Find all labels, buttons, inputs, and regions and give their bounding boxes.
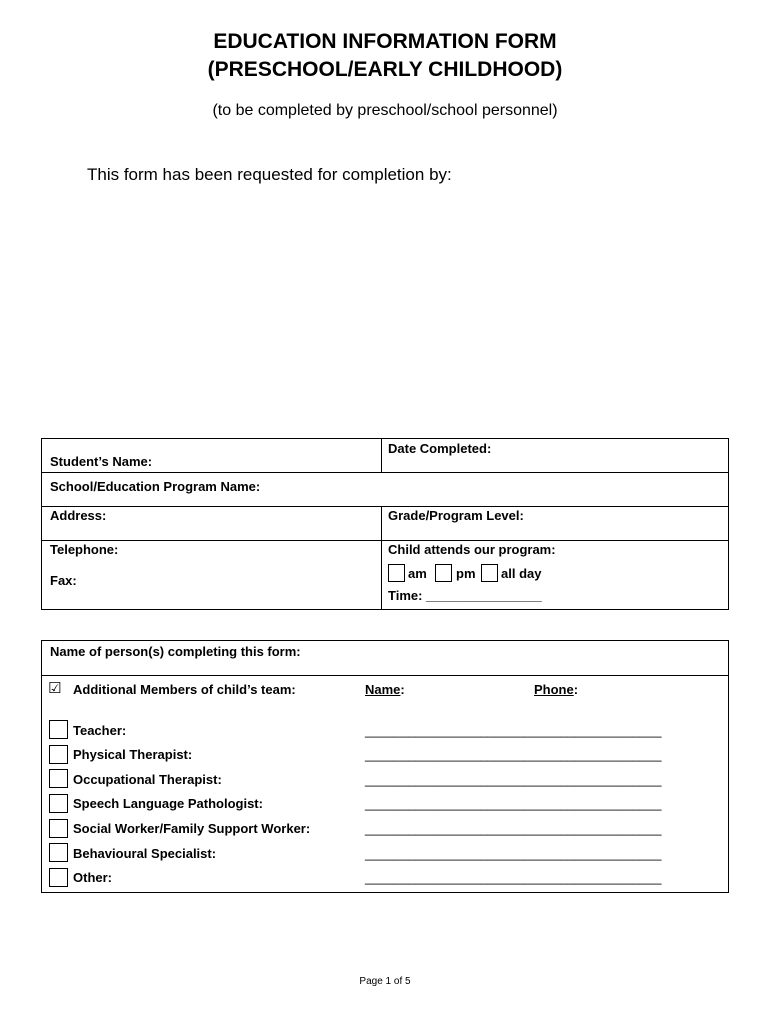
occupational-therapist-label: Occupational Therapist: (73, 772, 222, 787)
student-info-table (41, 438, 729, 610)
teacher-label: Teacher: (73, 723, 127, 738)
name-header-colon: : (400, 682, 405, 697)
behavioural-specialist-label: Behavioural Specialist: (73, 846, 217, 861)
am-checkbox[interactable] (388, 564, 405, 582)
time-field[interactable]: Time: ________________ (388, 588, 542, 603)
address-field[interactable]: Address: (50, 508, 107, 523)
checked-box-icon: ☑ (48, 680, 62, 697)
occupational-therapist-checkbox[interactable] (49, 769, 68, 788)
student-name-field[interactable]: Student’s Name: (50, 454, 153, 469)
physical-therapist-label: Physical Therapist: (73, 747, 193, 762)
behavioural-specialist-checkbox[interactable] (49, 843, 68, 862)
teacher-checkbox[interactable] (49, 720, 68, 739)
name-header-text: Name (365, 682, 401, 697)
program-name-field[interactable]: School/Education Program Name: (50, 479, 261, 494)
social-worker-checkbox[interactable] (49, 819, 68, 838)
other-name-line[interactable]: _________________________________________ (365, 870, 662, 885)
physical-therapist-name-line[interactable]: _________________________________________ (365, 747, 662, 762)
other-checkbox[interactable] (49, 868, 68, 887)
all-day-checkbox[interactable] (481, 564, 498, 582)
all-day-label: all day (501, 566, 542, 581)
am-label: am (408, 566, 427, 581)
completed-by-field[interactable]: Name of person(s) completing this form: (50, 644, 301, 659)
page-number: Page 1 of 5 (359, 976, 411, 987)
teacher-name-line[interactable]: _________________________________________ (365, 723, 662, 738)
team-info-table (41, 640, 729, 893)
additional-members-label: Additional Members of child’s team: (73, 682, 296, 697)
telephone-field[interactable]: Telephone: (50, 542, 119, 557)
phone-header-colon: : (573, 682, 579, 697)
speech-pathologist-label: Speech Language Pathologist: (73, 796, 263, 811)
physical-therapist-checkbox[interactable] (49, 745, 68, 764)
fax-field[interactable]: Fax: (50, 573, 77, 588)
pm-checkbox[interactable] (435, 564, 452, 582)
form-title-line-1: EDUCATION INFORMATION FORM (213, 30, 557, 53)
date-completed-field[interactable]: Date Completed: (388, 441, 492, 456)
grade-level-field[interactable]: Grade/Program Level: (388, 508, 524, 523)
phone-header-text: Phone (534, 682, 574, 697)
form-title-line-2: (PRESCHOOL/EARLY CHILDHOOD) (207, 58, 563, 81)
social-worker-label: Social Worker/Family Support Worker: (73, 821, 311, 836)
phone-column-header (534, 682, 578, 697)
name-column-header (365, 682, 405, 697)
form-subtitle: (to be completed by preschool/school personnel) (212, 102, 558, 119)
speech-pathologist-name-line[interactable]: _________________________________________ (365, 796, 662, 811)
social-worker-name-line[interactable]: _________________________________________ (365, 821, 662, 836)
speech-pathologist-checkbox[interactable] (49, 794, 68, 813)
requested-by-text: This form has been requested for completion by: (87, 165, 452, 184)
behavioural-specialist-name-line[interactable]: _________________________________________ (365, 846, 662, 861)
occupational-therapist-name-line[interactable]: _________________________________________ (365, 772, 662, 787)
pm-label: pm (456, 566, 476, 581)
other-label: Other: (73, 870, 112, 885)
child-attends-label: Child attends our program: (388, 542, 556, 557)
